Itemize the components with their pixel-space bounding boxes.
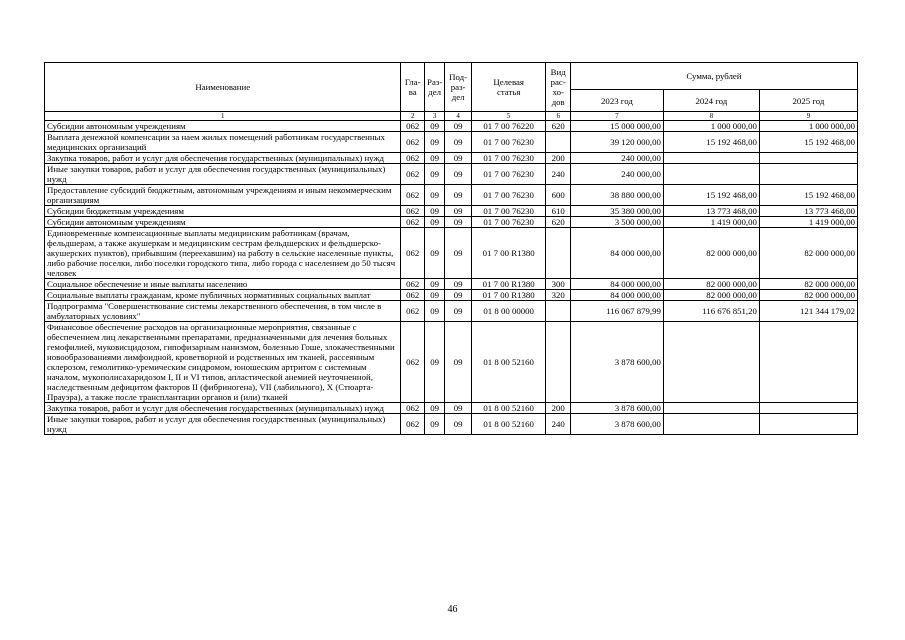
podrazdel-cell: 09	[445, 121, 472, 132]
col-header-glava: Гла- ва	[401, 63, 424, 112]
podrazdel-cell: 09	[445, 279, 472, 290]
budget-table	[44, 62, 858, 435]
razdel-cell: 09	[424, 414, 444, 435]
row-name-cell: Подпрограмма "Совершенствование системы лекарственного обеспечения, в том числе в амбулаторных условиях"	[45, 301, 401, 322]
amount-2023-cell: 3 500 000,00	[570, 217, 663, 228]
table-body	[45, 121, 858, 435]
target-article-cell: 01 7 00 76230	[471, 206, 546, 217]
amount-2024-cell	[663, 403, 759, 414]
target-article-cell: 01 7 00 R1380	[471, 228, 546, 279]
amount-2025-cell: 82 000 000,00	[759, 290, 857, 301]
amount-2023-cell: 116 067 879,99	[570, 301, 663, 322]
podrazdel-cell: 09	[445, 228, 472, 279]
razdel-cell: 09	[424, 290, 444, 301]
col-header-target: Целевая статья	[471, 63, 546, 112]
col-header-name: Наименование	[45, 63, 401, 112]
amount-2024-cell: 13 773 468,00	[663, 206, 759, 217]
table-row	[45, 217, 858, 228]
amount-2025-cell: 82 000 000,00	[759, 228, 857, 279]
amount-2024-cell: 116 676 851,20	[663, 301, 759, 322]
target-article-cell: 01 7 00 76230	[471, 217, 546, 228]
expense-type-cell: 600	[546, 185, 571, 206]
col-header-vid: Вид рас- хо- дов	[546, 63, 571, 112]
razdel-cell: 09	[424, 301, 444, 322]
razdel-cell: 09	[424, 279, 444, 290]
col-number: 6	[546, 112, 571, 121]
table-row	[45, 301, 858, 322]
col-number: 3	[424, 112, 444, 121]
table-row	[45, 132, 858, 153]
amount-2023-cell: 84 000 000,00	[570, 228, 663, 279]
glava-cell: 062	[401, 206, 424, 217]
column-number-row	[45, 112, 858, 121]
col-number: 9	[759, 112, 857, 121]
expense-type-cell	[546, 228, 571, 279]
razdel-cell: 09	[424, 164, 444, 185]
amount-2025-cell: 121 344 179,02	[759, 301, 857, 322]
expense-type-cell: 300	[546, 279, 571, 290]
glava-cell: 062	[401, 217, 424, 228]
col-header-year-2025: 2025 год	[759, 90, 857, 112]
row-name-cell: Субсидии автономным учреждениям	[45, 217, 401, 228]
razdel-cell: 09	[424, 121, 444, 132]
amount-2024-cell	[663, 322, 759, 403]
podrazdel-cell: 09	[445, 217, 472, 228]
table-row	[45, 153, 858, 164]
table-header	[45, 63, 858, 121]
expense-type-cell: 200	[546, 403, 571, 414]
podrazdel-cell: 09	[445, 403, 472, 414]
amount-2025-cell	[759, 403, 857, 414]
target-article-cell: 01 7 00 76230	[471, 164, 546, 185]
row-name-cell: Иные закупки товаров, работ и услуг для обеспечения государственных (муниципальных) нужд	[45, 164, 401, 185]
podrazdel-cell: 09	[445, 132, 472, 153]
expense-type-cell: 240	[546, 414, 571, 435]
expense-type-cell: 320	[546, 290, 571, 301]
target-article-cell: 01 8 00 52160	[471, 403, 546, 414]
row-name-cell: Субсидии бюджетным учреждениям	[45, 206, 401, 217]
glava-cell: 062	[401, 164, 424, 185]
glava-cell: 062	[401, 132, 424, 153]
glava-cell: 062	[401, 228, 424, 279]
amount-2023-cell: 240 000,00	[570, 164, 663, 185]
target-article-cell: 01 7 00 R1380	[471, 290, 546, 301]
expense-type-cell	[546, 322, 571, 403]
amount-2024-cell: 15 192 468,00	[663, 132, 759, 153]
glava-cell: 062	[401, 322, 424, 403]
target-article-cell: 01 7 00 76230	[471, 132, 546, 153]
col-number: 2	[401, 112, 424, 121]
table-row	[45, 403, 858, 414]
row-name-cell: Социальные выплаты гражданам, кроме публичных нормативных социальных выплат	[45, 290, 401, 301]
target-article-cell: 01 7 00 76230	[471, 185, 546, 206]
razdel-cell: 09	[424, 322, 444, 403]
amount-2024-cell: 82 000 000,00	[663, 279, 759, 290]
col-header-sum: Сумма, рублей	[570, 63, 857, 90]
amount-2025-cell: 1 000 000,00	[759, 121, 857, 132]
table-row	[45, 121, 858, 132]
amount-2025-cell: 1 419 000,00	[759, 217, 857, 228]
col-header-razdel: Раз- дел	[424, 63, 444, 112]
expense-type-cell	[546, 132, 571, 153]
expense-type-cell: 200	[546, 153, 571, 164]
amount-2024-cell	[663, 414, 759, 435]
target-article-cell: 01 7 00 76220	[471, 121, 546, 132]
razdel-cell: 09	[424, 132, 444, 153]
amount-2024-cell: 82 000 000,00	[663, 228, 759, 279]
razdel-cell: 09	[424, 217, 444, 228]
col-number: 7	[570, 112, 663, 121]
razdel-cell: 09	[424, 228, 444, 279]
glava-cell: 062	[401, 185, 424, 206]
expense-type-cell: 610	[546, 206, 571, 217]
expense-type-cell: 620	[546, 217, 571, 228]
table-row	[45, 290, 858, 301]
razdel-cell: 09	[424, 153, 444, 164]
col-number: 8	[663, 112, 759, 121]
amount-2023-cell: 84 000 000,00	[570, 279, 663, 290]
amount-2023-cell: 84 000 000,00	[570, 290, 663, 301]
table-row	[45, 414, 858, 435]
amount-2023-cell: 15 000 000,00	[570, 121, 663, 132]
amount-2025-cell: 15 192 468,00	[759, 185, 857, 206]
podrazdel-cell: 09	[445, 301, 472, 322]
col-header-podrazdel: Под- раз- дел	[445, 63, 472, 112]
amount-2023-cell: 240 000,00	[570, 153, 663, 164]
row-name-cell: Единовременные компенсационные выплаты медицинским работникам (врачам, фельдшерам, а также акушеркам и медицинским сестрам фельдшерских и фельдшерско-акушерских пунктов), прибывшим (переехавшим) на работу в сельские населенные пункты, либо рабочие поселки, либо поселки городского типа, либо города с населением до 50 тысяч человек	[45, 228, 401, 279]
row-name-cell: Финансовое обеспечение расходов на организационные мероприятия, связанные с обеспечением лиц лекарственными препаратами, предназначенными для лечения больных гемофилией, муковисцидозом, гипофизарным нанизмом, болезнью Гоше, злокачественными новообразованиями лимфоидной, кроветворной и родственных им тканей, рассеянным склерозом, гемолитико-уремическим синдромом, юношеским артритом с системным началом, мукополисахаридозом I, II и VI типов, апластической анемией неуточненной, наследственным дефицитом факторов II (фибриногена), VII (лабильного), X (Стюарта-Прауэра), а также после трансплантации органов и (или) тканей	[45, 322, 401, 403]
amount-2025-cell: 15 192 468,00	[759, 132, 857, 153]
amount-2024-cell	[663, 153, 759, 164]
podrazdel-cell: 09	[445, 164, 472, 185]
col-number: 4	[445, 112, 472, 121]
row-name-cell: Закупка товаров, работ и услуг для обеспечения государственных (муниципальных) нужд	[45, 403, 401, 414]
glava-cell: 062	[401, 414, 424, 435]
glava-cell: 062	[401, 279, 424, 290]
col-header-year-2023: 2023 год	[570, 90, 663, 112]
amount-2024-cell: 15 192 468,00	[663, 185, 759, 206]
razdel-cell: 09	[424, 403, 444, 414]
podrazdel-cell: 09	[445, 153, 472, 164]
table-row	[45, 322, 858, 403]
table-row	[45, 279, 858, 290]
glava-cell: 062	[401, 121, 424, 132]
table-row	[45, 164, 858, 185]
row-name-cell: Предоставление субсидий бюджетным, автономным учреждениям и иным некоммерческим организациям	[45, 185, 401, 206]
amount-2025-cell	[759, 153, 857, 164]
podrazdel-cell: 09	[445, 322, 472, 403]
row-name-cell: Субсидии автономным учреждениям	[45, 121, 401, 132]
col-header-year-2024: 2024 год	[663, 90, 759, 112]
amount-2023-cell: 39 120 000,00	[570, 132, 663, 153]
glava-cell: 062	[401, 301, 424, 322]
podrazdel-cell: 09	[445, 206, 472, 217]
amount-2023-cell: 38 880 000,00	[570, 185, 663, 206]
glava-cell: 062	[401, 153, 424, 164]
amount-2023-cell: 3 878 600,00	[570, 322, 663, 403]
amount-2025-cell	[759, 164, 857, 185]
glava-cell: 062	[401, 290, 424, 301]
amount-2024-cell: 82 000 000,00	[663, 290, 759, 301]
amount-2025-cell: 82 000 000,00	[759, 279, 857, 290]
row-name-cell: Закупка товаров, работ и услуг для обеспечения государственных (муниципальных) нужд	[45, 153, 401, 164]
row-name-cell: Иные закупки товаров, работ и услуг для обеспечения государственных (муниципальных) нужд	[45, 414, 401, 435]
row-name-cell: Социальное обеспечение и иные выплаты населению	[45, 279, 401, 290]
target-article-cell: 01 7 00 R1380	[471, 279, 546, 290]
expense-type-cell: 620	[546, 121, 571, 132]
expense-type-cell: 240	[546, 164, 571, 185]
amount-2023-cell: 3 878 600,00	[570, 414, 663, 435]
target-article-cell: 01 8 00 52160	[471, 322, 546, 403]
col-number: 1	[45, 112, 401, 121]
amount-2025-cell: 13 773 468,00	[759, 206, 857, 217]
expense-type-cell	[546, 301, 571, 322]
table-row	[45, 228, 858, 279]
amount-2024-cell	[663, 164, 759, 185]
podrazdel-cell: 09	[445, 185, 472, 206]
razdel-cell: 09	[424, 185, 444, 206]
target-article-cell: 01 8 00 00000	[471, 301, 546, 322]
podrazdel-cell: 09	[445, 290, 472, 301]
target-article-cell: 01 7 00 76230	[471, 153, 546, 164]
podrazdel-cell: 09	[445, 414, 472, 435]
razdel-cell: 09	[424, 206, 444, 217]
glava-cell: 062	[401, 403, 424, 414]
table-row	[45, 206, 858, 217]
col-number: 5	[471, 112, 546, 121]
amount-2024-cell: 1 000 000,00	[663, 121, 759, 132]
page-number: 46	[447, 604, 458, 615]
row-name-cell: Выплата денежной компенсации за наем жилых помещений работникам государственных медицинских организаций	[45, 132, 401, 153]
amount-2025-cell	[759, 414, 857, 435]
amount-2023-cell: 35 380 000,00	[570, 206, 663, 217]
target-article-cell: 01 8 00 52160	[471, 414, 546, 435]
amount-2025-cell	[759, 322, 857, 403]
amount-2023-cell: 3 878 600,00	[570, 403, 663, 414]
table-row	[45, 185, 858, 206]
amount-2024-cell: 1 419 000,00	[663, 217, 759, 228]
